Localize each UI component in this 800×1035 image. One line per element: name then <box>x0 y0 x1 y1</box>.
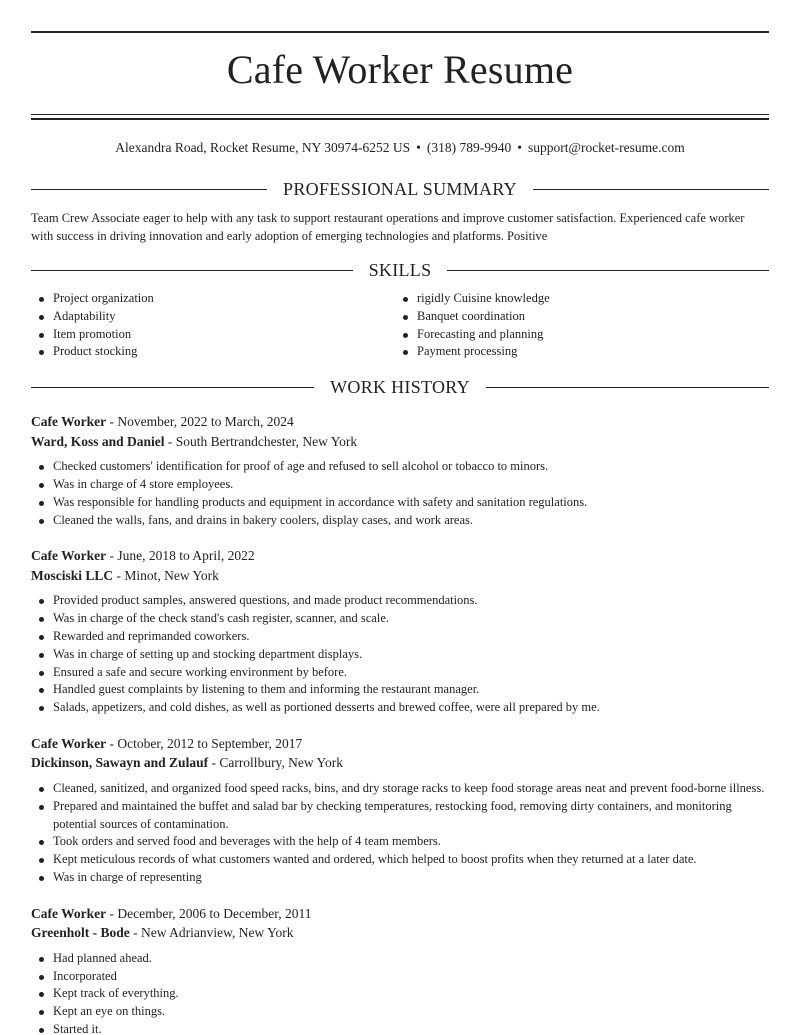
job-location: - New Adrianview, New York <box>129 925 294 941</box>
job-dates: - October, 2012 to September, 2017 <box>106 735 303 751</box>
job-entry <box>31 412 769 529</box>
job-duty: Started it. <box>31 1021 769 1035</box>
heading-rule-left <box>31 189 267 190</box>
job-title: Cafe Worker <box>31 735 107 751</box>
job-title-line <box>31 546 769 566</box>
job-location: - South Bertrandchester, New York <box>164 433 358 449</box>
job-duty: Cleaned the walls, fans, and drains in bakery coolers, display cases, and work areas. <box>31 512 769 530</box>
job-duties-list <box>31 592 769 717</box>
job-duty: Salads, appetizers, and cold dishes, as well as portioned desserts and brewed coffee, were all prepared by me. <box>31 699 769 717</box>
job-list <box>31 412 769 1035</box>
skill-item: Banquet coordination <box>395 308 769 326</box>
summary-heading <box>31 178 769 200</box>
job-company: Mosciski LLC <box>31 567 114 583</box>
contact-separator: • <box>416 140 421 155</box>
job-company-line <box>31 432 769 452</box>
job-location: - Minot, New York <box>113 567 219 583</box>
job-duty: Was in charge of the check stand's cash register, scanner, and scale. <box>31 610 769 628</box>
top-rule <box>31 31 769 33</box>
skill-item: Item promotion <box>31 326 395 344</box>
job-duty: Cleaned, sanitized, and organized food speed racks, bins, and dry storage racks to keep food storage areas neat and prevent food-borne illness. <box>31 780 769 798</box>
job-title-line <box>31 734 769 754</box>
job-duty: Was in charge of setting up and stocking department displays. <box>31 646 769 664</box>
skill-item: Product stocking <box>31 343 395 361</box>
job-company: Dickinson, Sawayn and Zulauf <box>31 755 209 771</box>
heading-rule-right <box>486 387 769 388</box>
heading-rule-right <box>447 270 769 271</box>
job-duty: Kept an eye on things. <box>31 1003 769 1021</box>
job-duty: Handled guest complaints by listening to them and informing the restaurant manager. <box>31 681 769 699</box>
summary-text: Team Crew Associate eager to help with any task to support restaurant operations and improve customer satisfaction. Experienced cafe worker with success in driving innovation and early adoption of emerging technologies and platforms. Positive <box>31 211 745 243</box>
job-company: Greenholt - Bode <box>31 925 130 941</box>
skills-columns <box>31 290 769 361</box>
heading-rule-left <box>31 270 353 271</box>
job-title-line <box>31 904 769 924</box>
job-duty: Incorporated <box>31 968 769 986</box>
summary-heading-label: PROFESSIONAL SUMMARY <box>283 179 517 199</box>
work-heading <box>31 376 769 398</box>
contact-phone: (318) 789-9940 <box>426 140 512 155</box>
contact-separator: • <box>517 140 523 155</box>
skill-item: Adaptability <box>31 308 395 326</box>
job-title: Cafe Worker <box>31 414 107 430</box>
resume-title: Cafe Worker Resume <box>226 47 574 92</box>
job-company: Ward, Koss and Daniel <box>31 433 165 449</box>
job-duty: Rewarded and reprimanded coworkers. <box>31 628 769 646</box>
job-entry <box>31 904 769 1035</box>
skills-heading <box>31 259 769 281</box>
job-duty: Had planned ahead. <box>31 950 769 968</box>
job-dates: - November, 2022 to March, 2024 <box>106 414 294 430</box>
heading-rule-left <box>31 387 314 388</box>
job-duties-list <box>31 950 769 1035</box>
heading-rule-right <box>533 189 769 190</box>
job-title: Cafe Worker <box>31 905 107 921</box>
job-duty: Was in charge of representing <box>31 869 769 887</box>
work-heading-label: WORK HISTORY <box>330 377 470 398</box>
contact-email: support@rocket-resume.com <box>528 140 685 155</box>
contact-line <box>31 139 769 156</box>
job-title-line <box>31 412 769 432</box>
resume-page <box>31 31 769 1035</box>
job-location: - Carrollbury, New York <box>208 755 343 771</box>
skill-item: rigidly Cuisine knowledge <box>395 290 769 308</box>
job-entry <box>31 734 769 887</box>
job-dates: - December, 2006 to December, 2011 <box>106 905 312 921</box>
job-entry <box>31 546 769 717</box>
job-duty: Kept track of everything. <box>31 985 769 1003</box>
job-duty: Ensured a safe and secure working environment by before. <box>31 664 769 682</box>
job-company-line <box>31 566 769 586</box>
job-company-line <box>31 753 769 773</box>
skill-item: Forecasting and planning <box>395 326 769 344</box>
title-double-rule <box>31 114 769 120</box>
job-company-line <box>31 923 769 943</box>
skill-item: Payment processing <box>395 343 769 361</box>
job-duty: Kept meticulous records of what customers wanted and ordered, which helped to boost profits when they returned at a later date. <box>31 851 769 869</box>
job-duty: Checked customers' identification for proof of age and refused to sell alcohol or tobacco to minors. <box>31 458 769 476</box>
skill-item: Project organization <box>31 290 395 308</box>
contact-address: Alexandra Road, Rocket Resume, NY 30974-6252 US <box>115 140 411 155</box>
skills-right-list <box>395 290 769 361</box>
job-duty: Provided product samples, answered questions, and made product recommendations. <box>31 592 769 610</box>
job-duties-list <box>31 458 769 529</box>
job-duties-list <box>31 780 769 887</box>
skills-left-list <box>31 290 395 361</box>
job-duty: Was in charge of 4 store employees. <box>31 476 769 494</box>
job-dates: - June, 2018 to April, 2022 <box>106 548 255 564</box>
job-duty: Took orders and served food and beverages with the help of 4 team members. <box>31 833 769 851</box>
job-title: Cafe Worker <box>31 548 107 564</box>
job-duty: Was responsible for handling products and equipment in accordance with safety and sanitation regulations. <box>31 494 769 512</box>
job-duty: Prepared and maintained the buffet and salad bar by checking temperatures, restocking food, removing dirty containers, and monitoring potential sources of contamination. <box>31 798 769 834</box>
skills-heading-label: SKILLS <box>368 260 432 280</box>
